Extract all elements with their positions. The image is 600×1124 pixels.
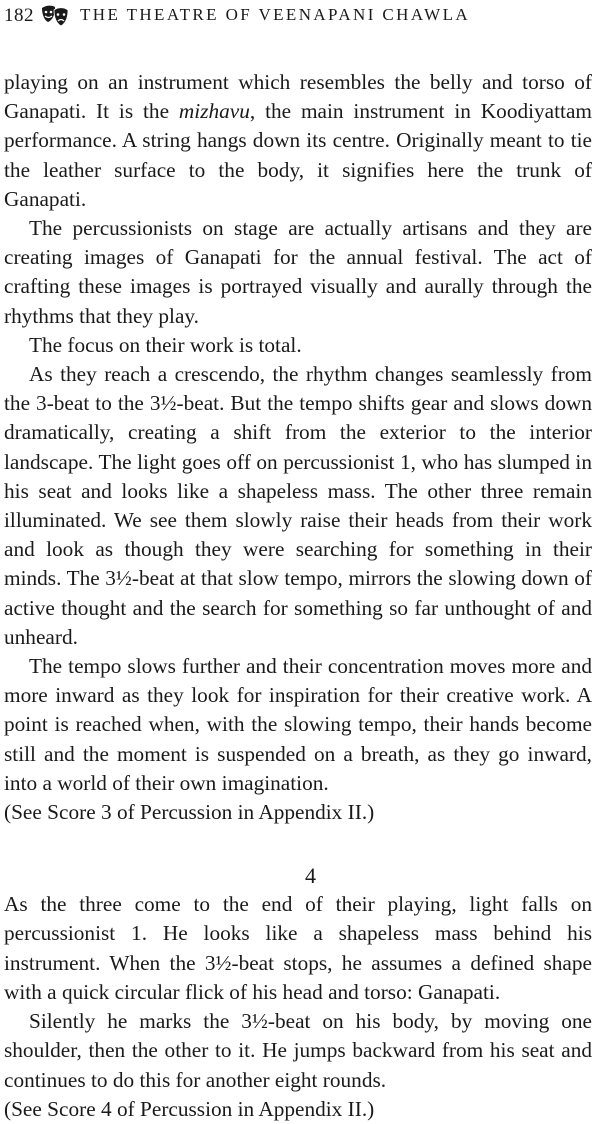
paragraph-7: Silently he marks the 3½-beat on his body, by moving one shoulder, then the other to it. He jumps backward from his seat and continues to do this for another eight rounds. [4,1009,592,1092]
italic-term: mizhavu [178,99,250,124]
paragraph-1: playing on an instrument which resembles the belly and torso of Ganapati. It is the mizhavu, the main instrument in Koodiyattam performance. A string hangs down its centre. Originally meant to tie the leather surface to the body, it signifies here the trunk of Ganapati. [4,70,592,211]
paragraph-3: The focus on their work is total. [29,332,302,357]
paragraph-6: As the three come to the end of their playing, light falls on percussionist 1. He looks like a shapeless mass behind his instrument. When the 3½-beat stops, he assumes a defined shape with a quick circular flick of his head and torso: Ganapati. [4,892,592,1004]
section-gap [4,827,592,861]
paragraph-5: The tempo slows further and their concentration moves more and more inward as they look for inspiration for their creative work. A point is reached when, with the slowing tempo, their hands become still and the moment is suspended on a breath, as they go inward, into a world of their own imagination. [4,654,592,795]
theatre-masks-icon [40,4,70,28]
paragraph-2: The percussionists on stage are actually artisans and they are creating images of Ganapati for the annual festival. The act of crafting these images is portrayed visually and aurally through the rhythms that they play. [4,216,592,328]
running-title: THE THEATRE OF VEENAPANI CHAWLA [80,5,471,24]
score-reference-1: (See Score 3 of Percussion in Appendix II.) [4,800,375,825]
body-text [4,68,592,1124]
paragraph-4: As they reach a crescendo, the rhythm changes seamlessly from the 3-beat to the 3½-beat. But the tempo shifts gear and slows down dramatically, creating a shift from the exterior to the interior landscape. The light goes off on percussionist 1, who has slumped in his seat and looks like a shapeless mass. The other three remain illuminated. We see them slowly raise their heads from their work and look as though they were searching for something in their minds. The 3½-beat at that slow tempo, mirrors the slowing down of active thought and the search for something so far unthought of and unheard. [4,362,592,649]
score-reference-2: (See Score 4 of Percussion in Appendix II.) [4,1096,375,1121]
page-number: 182 [4,5,34,26]
section-number: 4 [305,863,316,889]
running-head [4,0,592,34]
